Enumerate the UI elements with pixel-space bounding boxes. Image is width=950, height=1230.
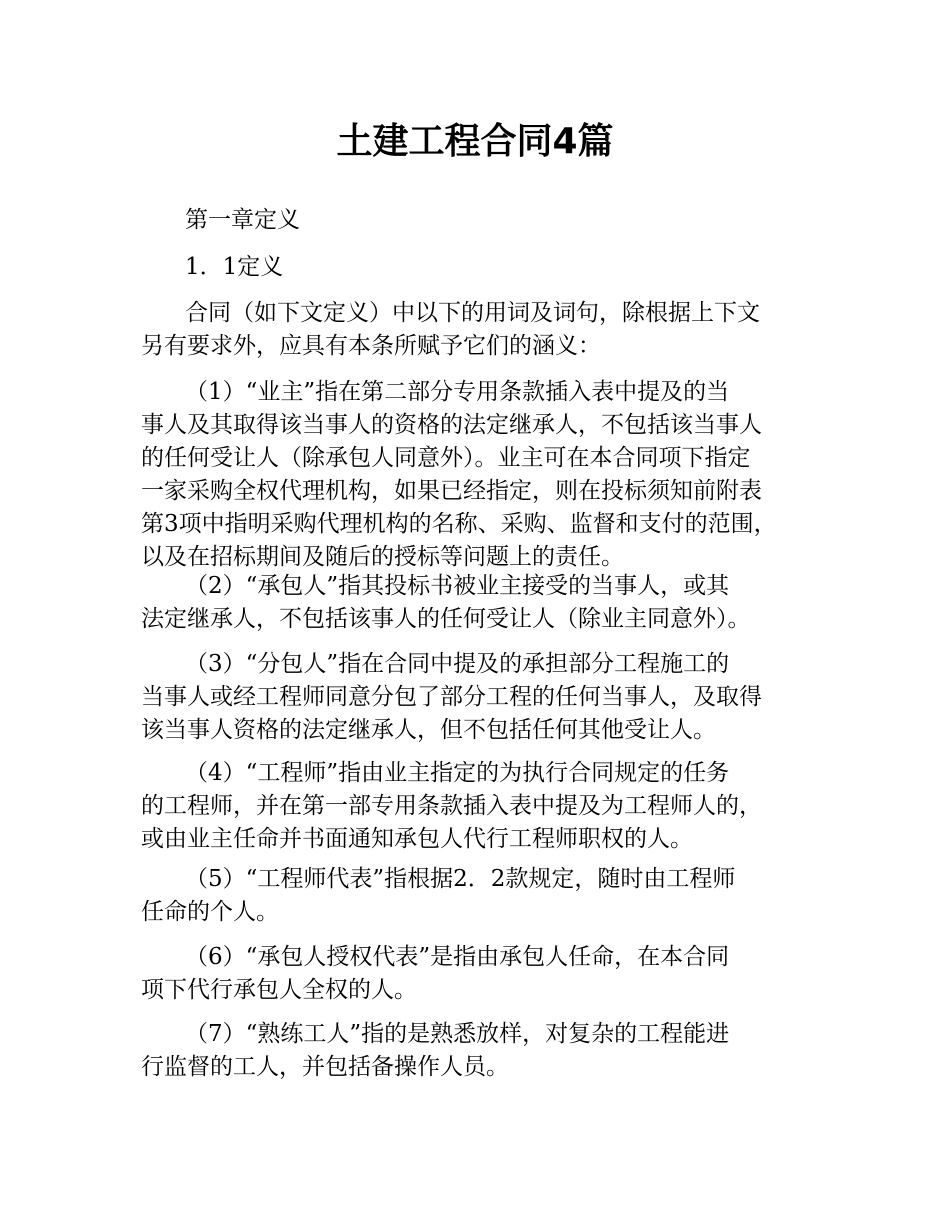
text-line: 事人及其取得该当事人的资格的法定继承人，不包括该当事人 — [141, 412, 762, 438]
chapter-heading — [141, 204, 816, 237]
text-line: （1）“业主”指在第二部分专用条款插入表中提及的当 — [185, 379, 730, 405]
definition-paragraph-6 — [141, 941, 816, 1007]
text-line: 行监督的工人，并包括备操作人员。 — [141, 1054, 509, 1080]
text-line: 以及在招标期间及随后的授标等问题上的责任。 — [141, 544, 624, 570]
definition-paragraph-1 — [141, 376, 816, 574]
section-heading — [141, 251, 816, 284]
text-line: 当事人或经工程师同意分包了部分工程的任何当事人，及取得 — [141, 684, 762, 710]
text-line: 项下代行承包人全权的人。 — [141, 977, 417, 1003]
definition-paragraph-7 — [141, 1018, 816, 1084]
definition-paragraph-2 — [141, 570, 816, 636]
text-line: （4）“工程师”指由业主指定的为执行合同规定的任务 — [185, 760, 730, 786]
text-line: 的任何受让人（除承包人同意外）。业主可在本合同项下指定 — [141, 445, 751, 471]
text-line: 或由业主任命并书面通知承包人代行工程师职权的人。 — [141, 826, 693, 852]
text-line: （5）“工程师代表”指根据2．2款规定，随时由工程师 — [185, 866, 736, 892]
document-title: 土建工程合同4篇 — [336, 121, 614, 162]
text-line: （6）“承包人授权代表”是指由承包人任命，在本合同 — [185, 944, 730, 970]
intro-paragraph — [141, 297, 816, 363]
text-line: （7）“熟练工人”指的是熟悉放样，对复杂的工程能进 — [185, 1021, 730, 1047]
text-line: 该当事人资格的法定继承人，但不包括任何其他受让人。 — [141, 717, 716, 743]
text-line: 第一章定义 — [185, 207, 300, 233]
text-line: 1．1定义 — [185, 254, 284, 280]
definition-paragraph-5 — [141, 863, 816, 929]
text-line: 合同（如下文定义）中以下的用词及词句，除根据上下文 — [185, 300, 760, 326]
definition-paragraph-4 — [141, 757, 816, 856]
text-line: 一家采购全权代理机构，如果已经指定，则在投标须知前附表 — [141, 478, 762, 504]
text-line: 的工程师，并在第一部专用条款插入表中提及为工程师人的， — [141, 793, 762, 819]
text-line: （2）“承包人”指其投标书被业主接受的当事人，或其 — [185, 573, 730, 599]
text-line: 任命的个人。 — [141, 899, 279, 925]
text-line: 法定继承人，不包括该事人的任何受让人（除业主同意外）。 — [141, 606, 751, 632]
text-line: （3）“分包人”指在合同中提及的承担部分工程施工的 — [185, 651, 730, 677]
definition-paragraph-3 — [141, 648, 816, 747]
text-line: 另有要求外，应具有本条所赋予它们的涵义： — [141, 333, 601, 359]
text-line: 第3项中指明采购代理机构的名称、采购、监督和支付的范围， — [141, 511, 777, 537]
